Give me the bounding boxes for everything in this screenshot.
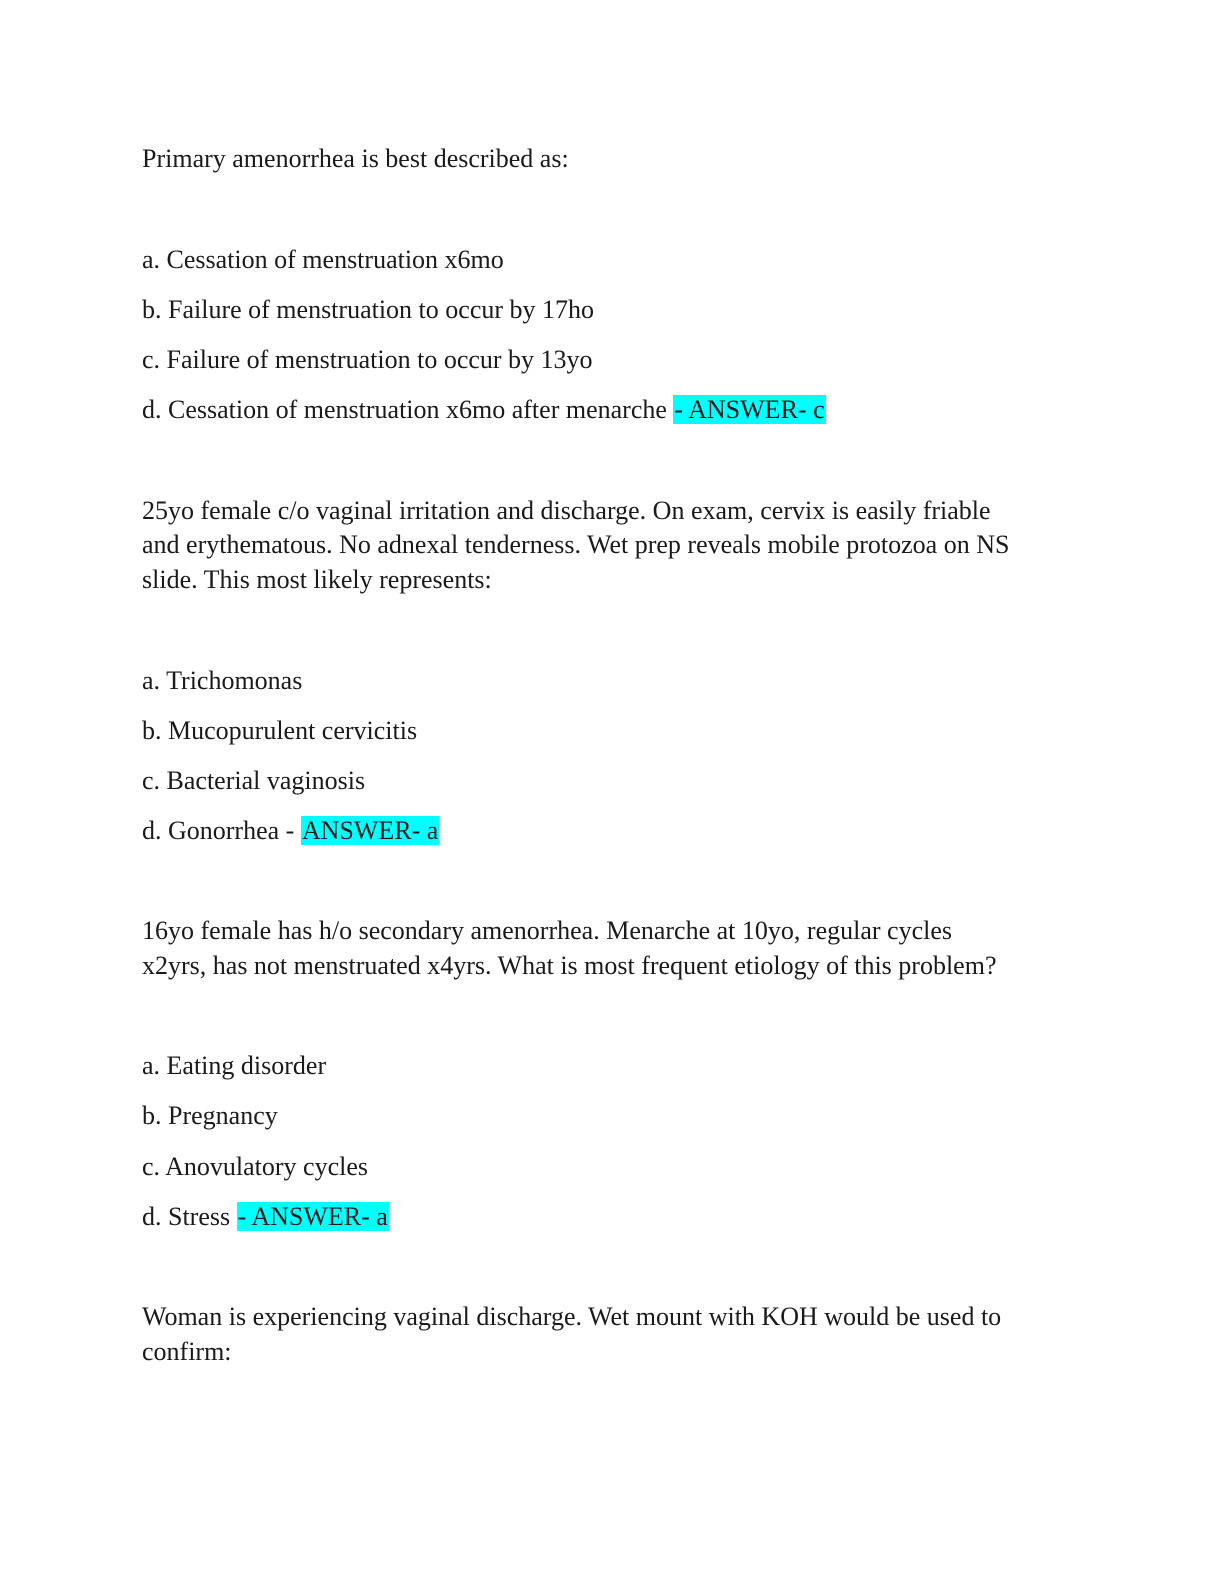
question-2-stem-line-3: slide. This most likely represents: bbox=[142, 565, 492, 594]
question-4-stem-line-2: confirm: bbox=[142, 1337, 232, 1366]
question-1-option-d bbox=[142, 393, 826, 427]
question-2-stem-line-1: 25yo female c/o vaginal irritation and discharge. On exam, cervix is easily friable bbox=[142, 496, 991, 525]
option-text: c. Anovulatory cycles bbox=[142, 1152, 368, 1181]
question-2-option-b bbox=[142, 714, 417, 748]
question-2-option-d bbox=[142, 814, 439, 848]
answer-highlight: - ANSWER- c bbox=[674, 395, 825, 424]
option-text: a. Eating disorder bbox=[142, 1051, 327, 1080]
question-3-stem-line-2: x2yrs, has not menstruated x4yrs. What is most frequent etiology of this problem? bbox=[142, 951, 997, 980]
option-text: a. Cessation of menstruation x6mo bbox=[142, 245, 504, 274]
answer-highlight: - ANSWER- a bbox=[237, 1202, 388, 1231]
question-2-option-c bbox=[142, 764, 365, 798]
question-3-option-b bbox=[142, 1099, 278, 1133]
question-3-option-c bbox=[142, 1150, 368, 1184]
option-text: b. Mucopurulent cervicitis bbox=[142, 716, 418, 745]
question-1-stem-line-1: Primary amenorrhea is best described as: bbox=[142, 144, 569, 173]
option-text: d. Gonorrhea - bbox=[142, 816, 301, 845]
question-2-option-a bbox=[142, 664, 302, 698]
question-1-option-c bbox=[142, 343, 593, 377]
question-1-option-a bbox=[142, 243, 504, 277]
question-4-stem-line-1: Woman is experiencing vaginal discharge. Wet mount with KOH would be used to bbox=[142, 1302, 1002, 1331]
option-text: c. Bacterial vaginosis bbox=[142, 766, 366, 795]
question-3-option-d bbox=[142, 1200, 389, 1234]
question-1-option-b bbox=[142, 293, 594, 327]
option-text: b. Pregnancy bbox=[142, 1101, 278, 1130]
option-text: b. Failure of menstruation to occur by 17ho bbox=[142, 295, 595, 324]
question-3-option-a bbox=[142, 1049, 326, 1083]
option-text: d. Stress bbox=[142, 1202, 237, 1231]
answer-highlight: ANSWER- a bbox=[301, 816, 439, 845]
question-3-stem-line-1: 16yo female has h/o secondary amenorrhea. Menarche at 10yo, regular cycles bbox=[142, 916, 952, 945]
option-text: d. Cessation of menstruation x6mo after menarche bbox=[142, 395, 674, 424]
question-2-stem-line-2: and erythematous. No adnexal tenderness. Wet prep reveals mobile protozoa on NS bbox=[142, 530, 1010, 559]
option-text: a. Trichomonas bbox=[142, 666, 303, 695]
option-text: c. Failure of menstruation to occur by 13yo bbox=[142, 345, 593, 374]
